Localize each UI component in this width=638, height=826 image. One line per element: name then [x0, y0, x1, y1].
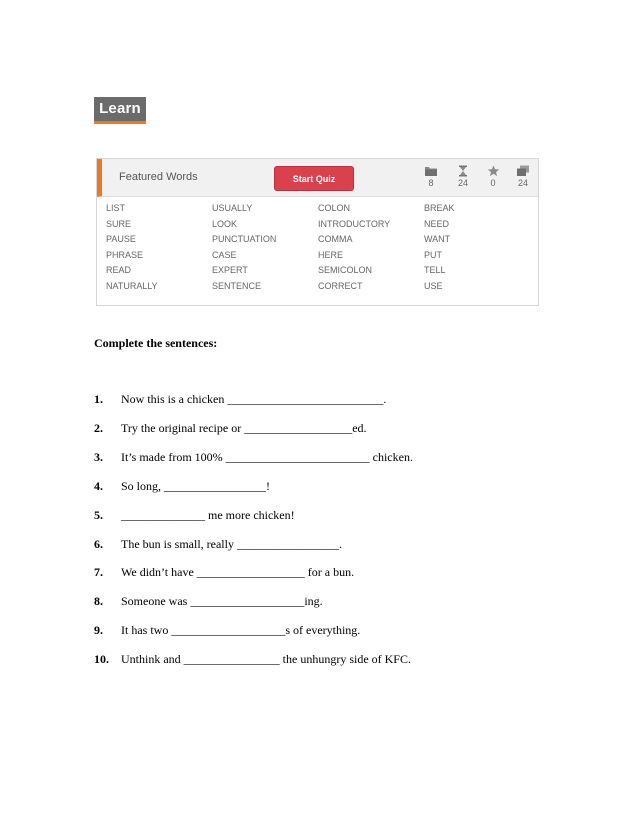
star-icon [487, 165, 500, 177]
featured-word[interactable]: CASE [212, 249, 237, 260]
question-number: 8. [94, 594, 103, 609]
question-text: Now this is a chicken __________________________. [121, 392, 387, 406]
featured-words-panel [96, 158, 539, 306]
question-text: We didn’t have __________________ for a bun. [121, 565, 355, 580]
featured-word[interactable]: READ [106, 265, 132, 275]
question-number: 7. [94, 565, 103, 580]
stat-star-value: 0 [490, 178, 496, 188]
question-number: 9. [94, 623, 103, 638]
featured-word[interactable]: NEED [424, 218, 450, 229]
question-text: It has two ___________________s of everything. [121, 623, 361, 638]
stat-folder-value: 8 [428, 178, 434, 188]
question-number: 3. [94, 449, 103, 464]
question-number: 5. [94, 507, 103, 522]
question-number: 4. [94, 478, 103, 493]
stat-cards[interactable] [512, 165, 534, 188]
cards-icon [516, 165, 530, 177]
featured-word[interactable]: CORRECT [318, 280, 363, 291]
question-number: 2. [94, 420, 103, 435]
featured-word[interactable]: USUALLY [212, 203, 253, 213]
question-text: It’s made from 100% ________________________ chicken. [121, 449, 413, 464]
featured-word[interactable]: PUT [424, 249, 442, 260]
question-number: 6. [94, 536, 103, 551]
featured-word[interactable]: LIST [106, 203, 126, 213]
featured-word[interactable]: SENTENCE [212, 280, 262, 291]
featured-word[interactable]: INTRODUCTORY [318, 218, 391, 229]
question-number: 10. [94, 652, 109, 667]
folder-icon [424, 165, 438, 177]
word-list [106, 203, 536, 296]
featured-word[interactable]: COMMA [318, 234, 353, 244]
stat-hourglass-value: 24 [457, 178, 468, 188]
question-number: 1. [94, 392, 103, 406]
featured-word[interactable]: EXPERT [212, 265, 248, 275]
featured-word[interactable]: BREAK [424, 203, 455, 213]
learn-badge: Learn [94, 97, 146, 124]
featured-word[interactable]: PUNCTUATION [212, 234, 277, 244]
start-quiz-button[interactable]: Start Quiz [274, 166, 354, 191]
featured-word[interactable]: SEMICOLON [318, 265, 373, 275]
instructions-heading: Complete the sentences: [94, 336, 218, 350]
stat-cards-value: 24 [517, 178, 528, 188]
question-text: So long, _________________! [121, 478, 271, 493]
stat-folder[interactable] [420, 165, 442, 188]
featured-word[interactable]: NATURALLY [106, 280, 158, 291]
stat-star[interactable] [482, 165, 504, 188]
question-text: The bun is small, really _________________. [121, 536, 342, 551]
featured-word[interactable]: SURE [106, 218, 132, 229]
featured-word[interactable]: WANT [424, 234, 451, 244]
featured-word[interactable]: HERE [318, 249, 344, 260]
featured-word[interactable]: COLON [318, 203, 351, 213]
featured-word[interactable]: PAUSE [106, 234, 136, 244]
featured-word[interactable]: TELL [424, 265, 446, 275]
featured-word[interactable]: USE [424, 280, 443, 291]
featured-word[interactable]: LOOK [212, 218, 238, 229]
featured-word[interactable]: PHRASE [106, 249, 144, 260]
hourglass-icon [457, 165, 469, 177]
question-text: Someone was ___________________ing. [121, 594, 323, 609]
panel-header [97, 159, 538, 197]
question-text: Try the original recipe or __________________ed. [121, 420, 367, 435]
stat-hourglass[interactable] [452, 165, 474, 188]
question-text: Unthink and ________________ the unhungry side of KFC. [121, 652, 411, 667]
question-text: ______________ me more chicken! [121, 507, 295, 522]
panel-title: Featured Words [119, 171, 198, 183]
